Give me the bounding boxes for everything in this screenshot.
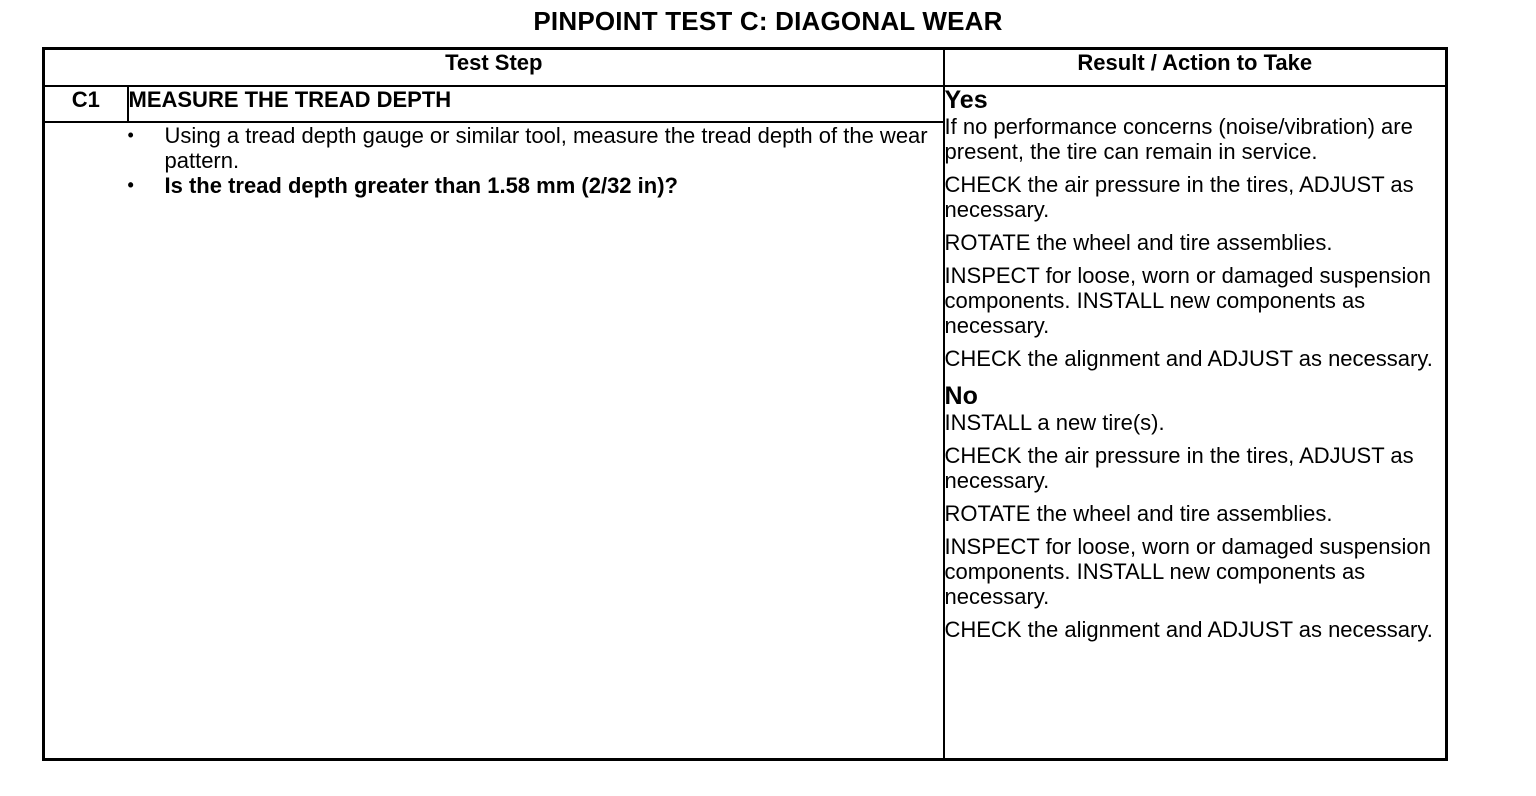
bullet-question [128,173,943,198]
step-title-row [44,86,1447,122]
step-id-spacer [44,122,128,760]
bullet-list [128,123,943,198]
result-action: CHECK the alignment and ADJUST as necessary. [944,346,1433,371]
bullet-item [128,123,943,173]
step-instructions [128,122,944,760]
step-name: MEASURE THE TREAD DEPTH [128,86,944,122]
bullet-icon: • [127,175,134,195]
result-action: CHECK the alignment and ADJUST as necessary. [944,617,1433,642]
result-action: CHECK the air pressure in the tires, ADJUST as necessary. [944,443,1414,493]
bullet-text: Is the tread depth greater than 1.58 mm (2/32 in)? [164,173,678,198]
result-action: INSPECT for loose, worn or damaged suspension components. INSTALL new components as necessary. [944,263,1431,338]
result-action-header: Result / Action to Take [944,49,1447,87]
result-action: If no performance concerns (noise/vibration) are present, the tire can remain in service. [944,114,1413,164]
result-yes [945,87,1446,371]
pinpoint-test-table [42,47,1448,761]
step-id: C1 [44,86,128,122]
result-action: INSPECT for loose, worn or damaged suspension components. INSTALL new components as necessary. [944,534,1431,609]
result-action: ROTATE the wheel and tire assemblies. [944,501,1333,526]
result-action: INSTALL a new tire(s). [944,410,1165,435]
result-cell [944,86,1447,760]
bullet-text: Using a tread depth gauge or similar tool, measure the tread depth of the wear pattern. [164,123,928,173]
bullet-icon: • [127,125,134,145]
result-no [945,383,1446,642]
header-row [44,49,1447,87]
result-label: No [944,382,978,410]
page-title: PINPOINT TEST C: DIAGONAL WEAR [533,6,1003,36]
result-label: Yes [944,86,988,114]
result-action: ROTATE the wheel and tire assemblies. [944,230,1333,255]
test-step-header: Test Step [44,49,944,87]
result-action: CHECK the air pressure in the tires, ADJUST as necessary. [944,172,1414,222]
